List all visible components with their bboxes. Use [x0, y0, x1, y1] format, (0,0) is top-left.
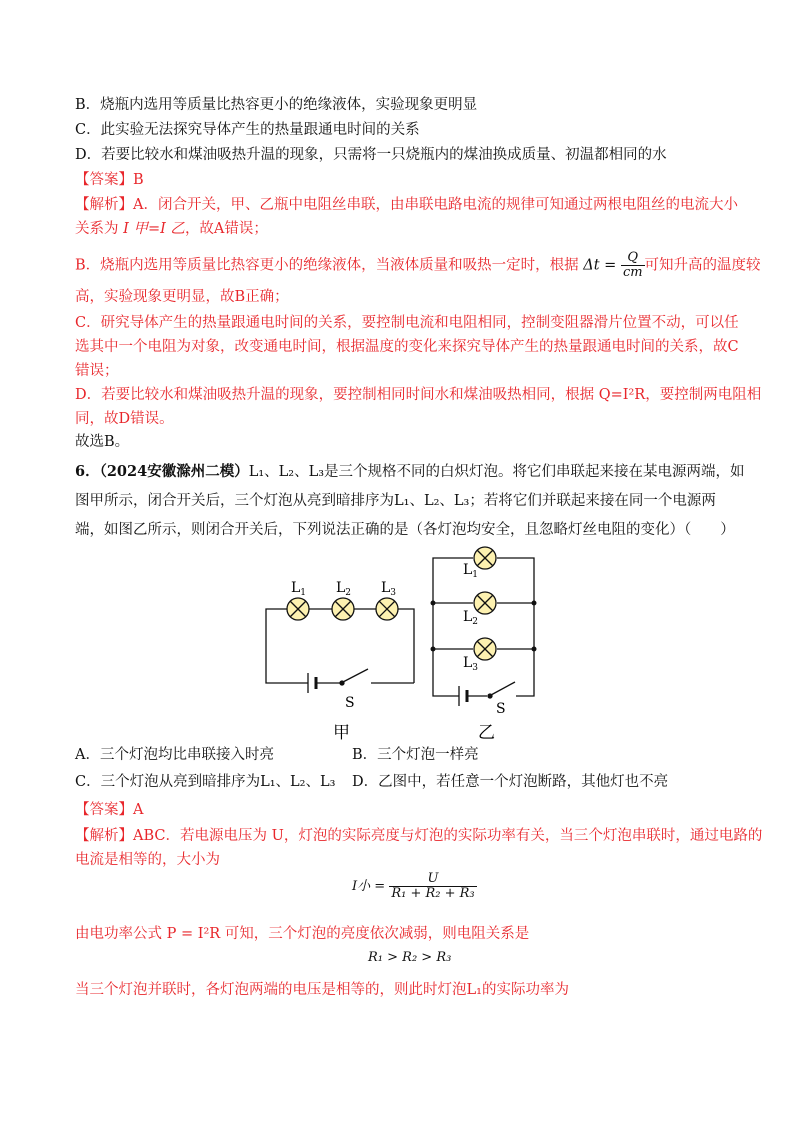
analysis5-a-line1: 【解析】A．闭合开关，甲、乙瓶中电阻丝串联，由串联电路电流的规律可知通过两根电阻丝的电流大小	[75, 197, 738, 213]
analysis6-line3: 由电功率公式 P = I²R 可知，三个灯泡的亮度依次减弱，则电阻关系是	[75, 926, 530, 942]
label-l1-yi: $L_1$	[463, 562, 479, 580]
option-a: A．三个灯泡均比串联接入时亮	[75, 747, 274, 763]
question-number: 6．	[75, 463, 100, 480]
option-d-prev: D．若要比较水和煤油吸热升温的现象，只需将一只烧瓶内的煤油换成质量、初温都相同的水	[75, 147, 667, 163]
junction-dot	[532, 601, 537, 606]
caption-jia: 甲	[333, 723, 350, 743]
bulb-l2-jia	[332, 598, 354, 620]
junction-dot	[431, 601, 436, 606]
analysis5-d-line1: D．若要比较水和煤油吸热升温的现象，要控制相同时间水和煤油吸热相同，根据 Q=I²R，要控制两电阻相	[75, 387, 762, 403]
q6-line2: 图甲所示，闭合开关后，三个灯泡从亮到暗排序为L₁、L₂、L₃；若将它们并联起来接在同一个电源两	[75, 493, 716, 509]
analysis5-a-line2: 关系为 I 甲=I 乙，故A错误；	[75, 221, 268, 237]
answer-5: 【答案】B	[75, 172, 144, 188]
switch-label-jia: S	[345, 695, 355, 711]
q6-line3: 端，如图乙所示，则闭合开关后，下列说法正确的是（各灯泡均安全，且忽略灯丝电阻的变化）（ ）	[75, 522, 735, 538]
analysis6-line1: 【解析】ABC．若电源电压为 U，灯泡的实际亮度与灯泡的实际功率有关，当三个灯泡串联时，通过电路的	[75, 828, 763, 844]
equation-current: I小 = $\frac{U}{\text{R₁ + R₂ + R₃}}$	[352, 871, 475, 901]
analysis5-b-line1: B．烧瓶内选用等质量比热容更小的绝缘液体，当液体质量和吸热一定时，根据 Δt = $\frac{Q}{cm}$ 可知升高的温度较	[75, 250, 761, 280]
option-b: B．三个灯泡一样亮	[352, 747, 479, 763]
answer-6: 【答案】A	[75, 802, 144, 818]
analysis5-c-line2: 选其中一个电阻为对象，改变通电时间，根据温度的变化来探究导体产生的热量跟通电时间的关系，故C	[75, 339, 739, 355]
analysis-tag: 【解析】	[75, 197, 133, 213]
formula-delta-t: Δt =	[583, 257, 617, 274]
equation-resistance: R₁ > R₂ > R₃	[368, 950, 452, 965]
analysis6-line4: 当三个灯泡并联时，各灯泡两端的电压是相等的，则此时灯泡L₁的实际功率为	[75, 982, 569, 998]
switch-label-yi: S	[496, 701, 506, 717]
circuit-jia	[266, 609, 414, 693]
option-c-prev: C．此实验无法探究导体产生的热量跟通电时间的关系	[75, 122, 420, 138]
label-l2-yi: $L_2$	[463, 609, 479, 627]
label-l3-yi: $L_3$	[463, 655, 479, 673]
equation-current-fraction: $\frac{U}{\text{R₁ + R₂ + R₃}}$	[391, 871, 475, 901]
conclusion-5: 故选B。	[75, 434, 130, 450]
analysis-tag: 【解析】	[75, 828, 133, 844]
analysis5-c-line3: 错误；	[75, 363, 119, 379]
option-c: C．三个灯泡从亮到暗排序为L₁、L₂、L₃	[75, 774, 336, 790]
analysis5-d-line2: 同，故D错误。	[75, 411, 174, 427]
circuit-yi	[433, 558, 534, 706]
junction-dot	[431, 647, 436, 652]
caption-yi: 乙	[478, 723, 495, 743]
bulb-l1-jia	[287, 598, 309, 620]
label-l2-jia: $L_2$	[336, 580, 352, 598]
analysis5-c-line1: C．研究导体产生的热量跟通电时间的关系，要控制电流和电阻相同，控制变阻器滑片位置不动，可以任	[75, 315, 739, 331]
label-l3-jia: $L_3$	[381, 580, 397, 598]
bulb-l3-yi	[474, 638, 496, 660]
label-l1-jia: $L_1$	[291, 580, 307, 598]
q6-line1: 6．（2024安徽滁州二模）L₁、L₂、L₃是三个规格不同的白炽灯泡。将它们串联起来接在某电源两端，如	[75, 463, 745, 480]
bulb-l1-yi	[474, 547, 496, 569]
question-source: （2024安徽滁州二模）	[99, 463, 249, 480]
option-b-prev: B．烧瓶内选用等质量比热容更小的绝缘液体，实验现象更明显	[75, 97, 478, 113]
option-d: D．乙图中，若任意一个灯泡断路，其他灯也不亮	[352, 774, 669, 790]
formula-fraction: $\frac{Q}{cm}$	[622, 250, 643, 280]
analysis5-b-line2: 高，实验现象更明显，故B正确；	[75, 289, 289, 305]
bulb-l3-jia	[376, 598, 398, 620]
analysis6-line2: 电流是相等的，大小为	[75, 852, 220, 868]
junction-dot	[532, 647, 537, 652]
bulb-l2-yi	[474, 592, 496, 614]
